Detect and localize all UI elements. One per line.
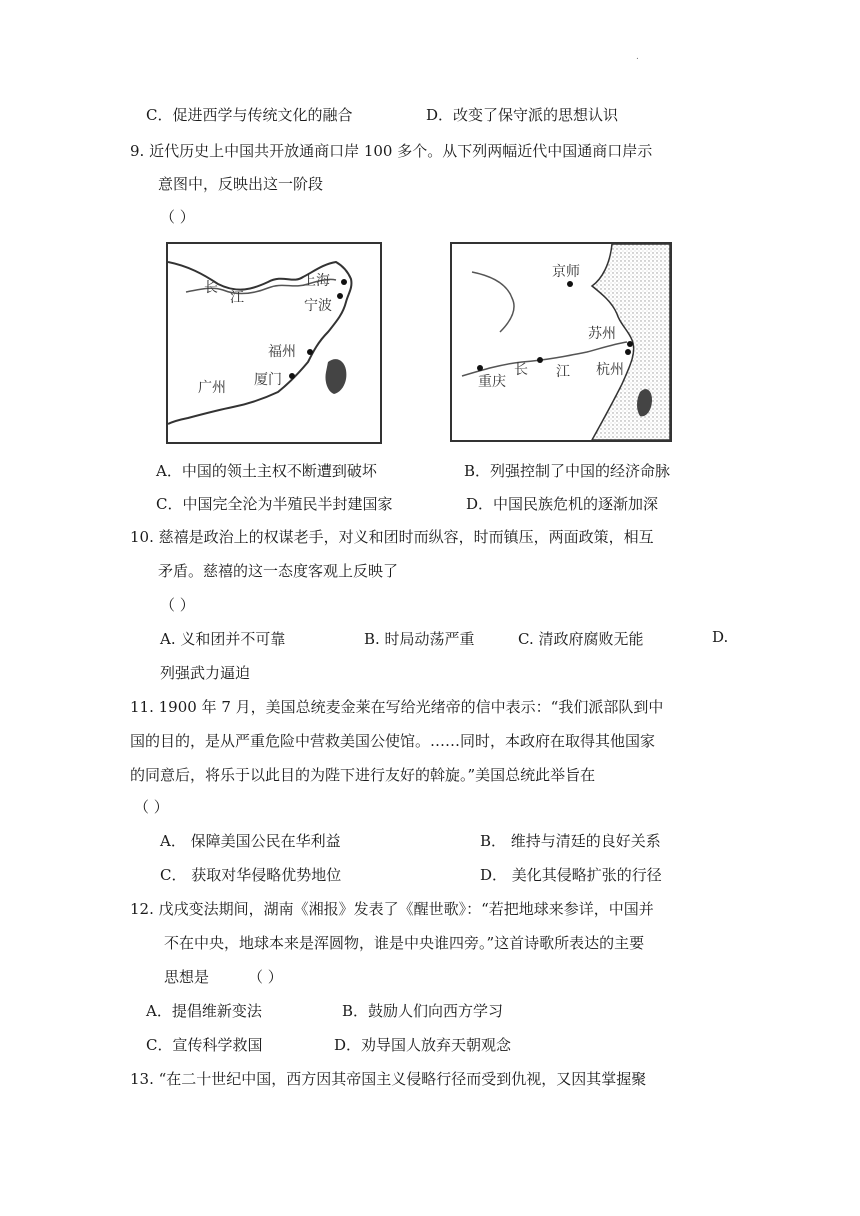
jingshi-dot [567,281,573,287]
map1-label-guangzhou: 广州 [198,380,226,396]
q12-option-a: A．提倡维新变法 [146,1002,262,1020]
map2-label-chongqing: 重庆 [478,374,506,390]
q10-option-a: A. 义和团并不可靠 [160,630,286,648]
q12-option-b: B．鼓励人们向西方学习 [342,1002,504,1020]
q9-stem-line1: 9. 近代历史上中国共开放通商口岸 100 多个。从下列两幅近代中国通商口岸示 [130,142,653,160]
q11-stem-line3: 的同意后，将乐于以此目的为陛下进行友好的斡旋。”美国总统此举旨在 [130,766,596,784]
fuzhou-dot [307,349,313,355]
q10-option-d-label: D. [712,628,729,646]
q12-bracket: （ ） [248,968,283,986]
map2-label-hangzhou: 杭州 [596,362,624,378]
q11-option-c: C． 获取对华侵略优势地位 [160,866,342,884]
yangtze-dot [537,357,543,363]
header-mark: . [636,52,639,62]
shanghai-dot [341,279,347,285]
q9-stem-line2: 意图中，反映出这一阶段 [158,175,324,193]
q8-option-c: C．促进西学与传统文化的融合 [146,106,353,124]
q9-option-c: C．中国完全沦为半殖民半封建国家 [156,495,393,513]
map1-label-chang: 长 [204,280,218,296]
q10-stem-line1: 10. 慈禧是政治上的权谋老手，对义和团时而纵容，时而镇压，两面政策，相互 [130,528,654,546]
map1-label-xiamen: 厦门 [254,372,282,388]
q11-option-a: A． 保障美国公民在华利益 [160,832,341,850]
q10-stem-line2: 矛盾。慈禧的这一态度客观上反映了 [158,562,399,580]
q10-option-c: C. 清政府腐败无能 [518,630,644,648]
hangzhou-dot [625,349,631,355]
q9-option-d: D．中国民族危机的逐渐加深 [466,495,659,513]
ningbo-dot [337,293,343,299]
map1-label-shanghai: 上海 [302,273,330,289]
q12-option-d: D．劝导国人放弃天朝观念 [334,1036,512,1054]
map1-label-fuzhou: 福州 [268,344,296,360]
q9-option-a: A．中国的领土主权不断遭到破坏 [156,462,377,480]
q10-option-d-text: 列强武力逼迫 [160,664,251,682]
map2-label-jiang: 江 [556,364,570,380]
q11-stem-line2: 国的目的，是从严重危险中营救美国公使馆。……同时，本政府在取得其他国家 [130,732,656,750]
chongqing-dot [477,365,483,371]
q11-option-d: D． 美化其侵略扩张的行径 [480,866,662,884]
xiamen-dot [289,373,295,379]
port-map-1 [166,242,382,444]
map2-label-suzhou: 苏州 [588,326,616,342]
q12-stem-line3: 思想是 [164,968,210,986]
q10-option-b: B. 时局动荡严重 [364,630,475,648]
q12-option-c: C．宣传科学救国 [146,1036,263,1054]
q11-option-b: B． 维持与清廷的良好关系 [480,832,661,850]
port-map-2 [450,242,672,442]
q12-stem-line2: 不在中央，地球本来是浑圆物，谁是中央谁四旁。”这首诗歌所表达的主要 [164,934,645,952]
map2-label-jingshi: 京师 [552,264,580,280]
q11-stem-line1: 11. 1900 年 7 月，美国总统麦金莱在写给光绪帝的信中表示：“我们派部队到中 [130,698,664,716]
map1-label-jiang: 江 [230,290,244,306]
q12-stem-line1: 12. 戊戌变法期间，湖南《湘报》发表了《醒世歌》：“若把地球来参详，中国并 [130,900,654,918]
map2-label-chang: 长 [514,362,528,378]
suzhou-dot [627,341,633,347]
q9-option-b: B．列强控制了中国的经济命脉 [464,462,671,480]
q9-bracket: （ ） [160,208,195,226]
yellow-river [472,272,514,332]
q11-bracket: （ ） [134,798,169,816]
map1-label-ningbo: 宁波 [304,298,332,314]
q13-stem-line1: 13. “在二十世纪中国，西方因其帝国主义侵略行径而受到仇视，又因其掌握聚 [130,1070,647,1088]
q8-option-d: D．改变了保守派的思想认识 [426,106,619,124]
taiwan-island [325,359,346,394]
q10-bracket: （ ） [160,596,195,614]
